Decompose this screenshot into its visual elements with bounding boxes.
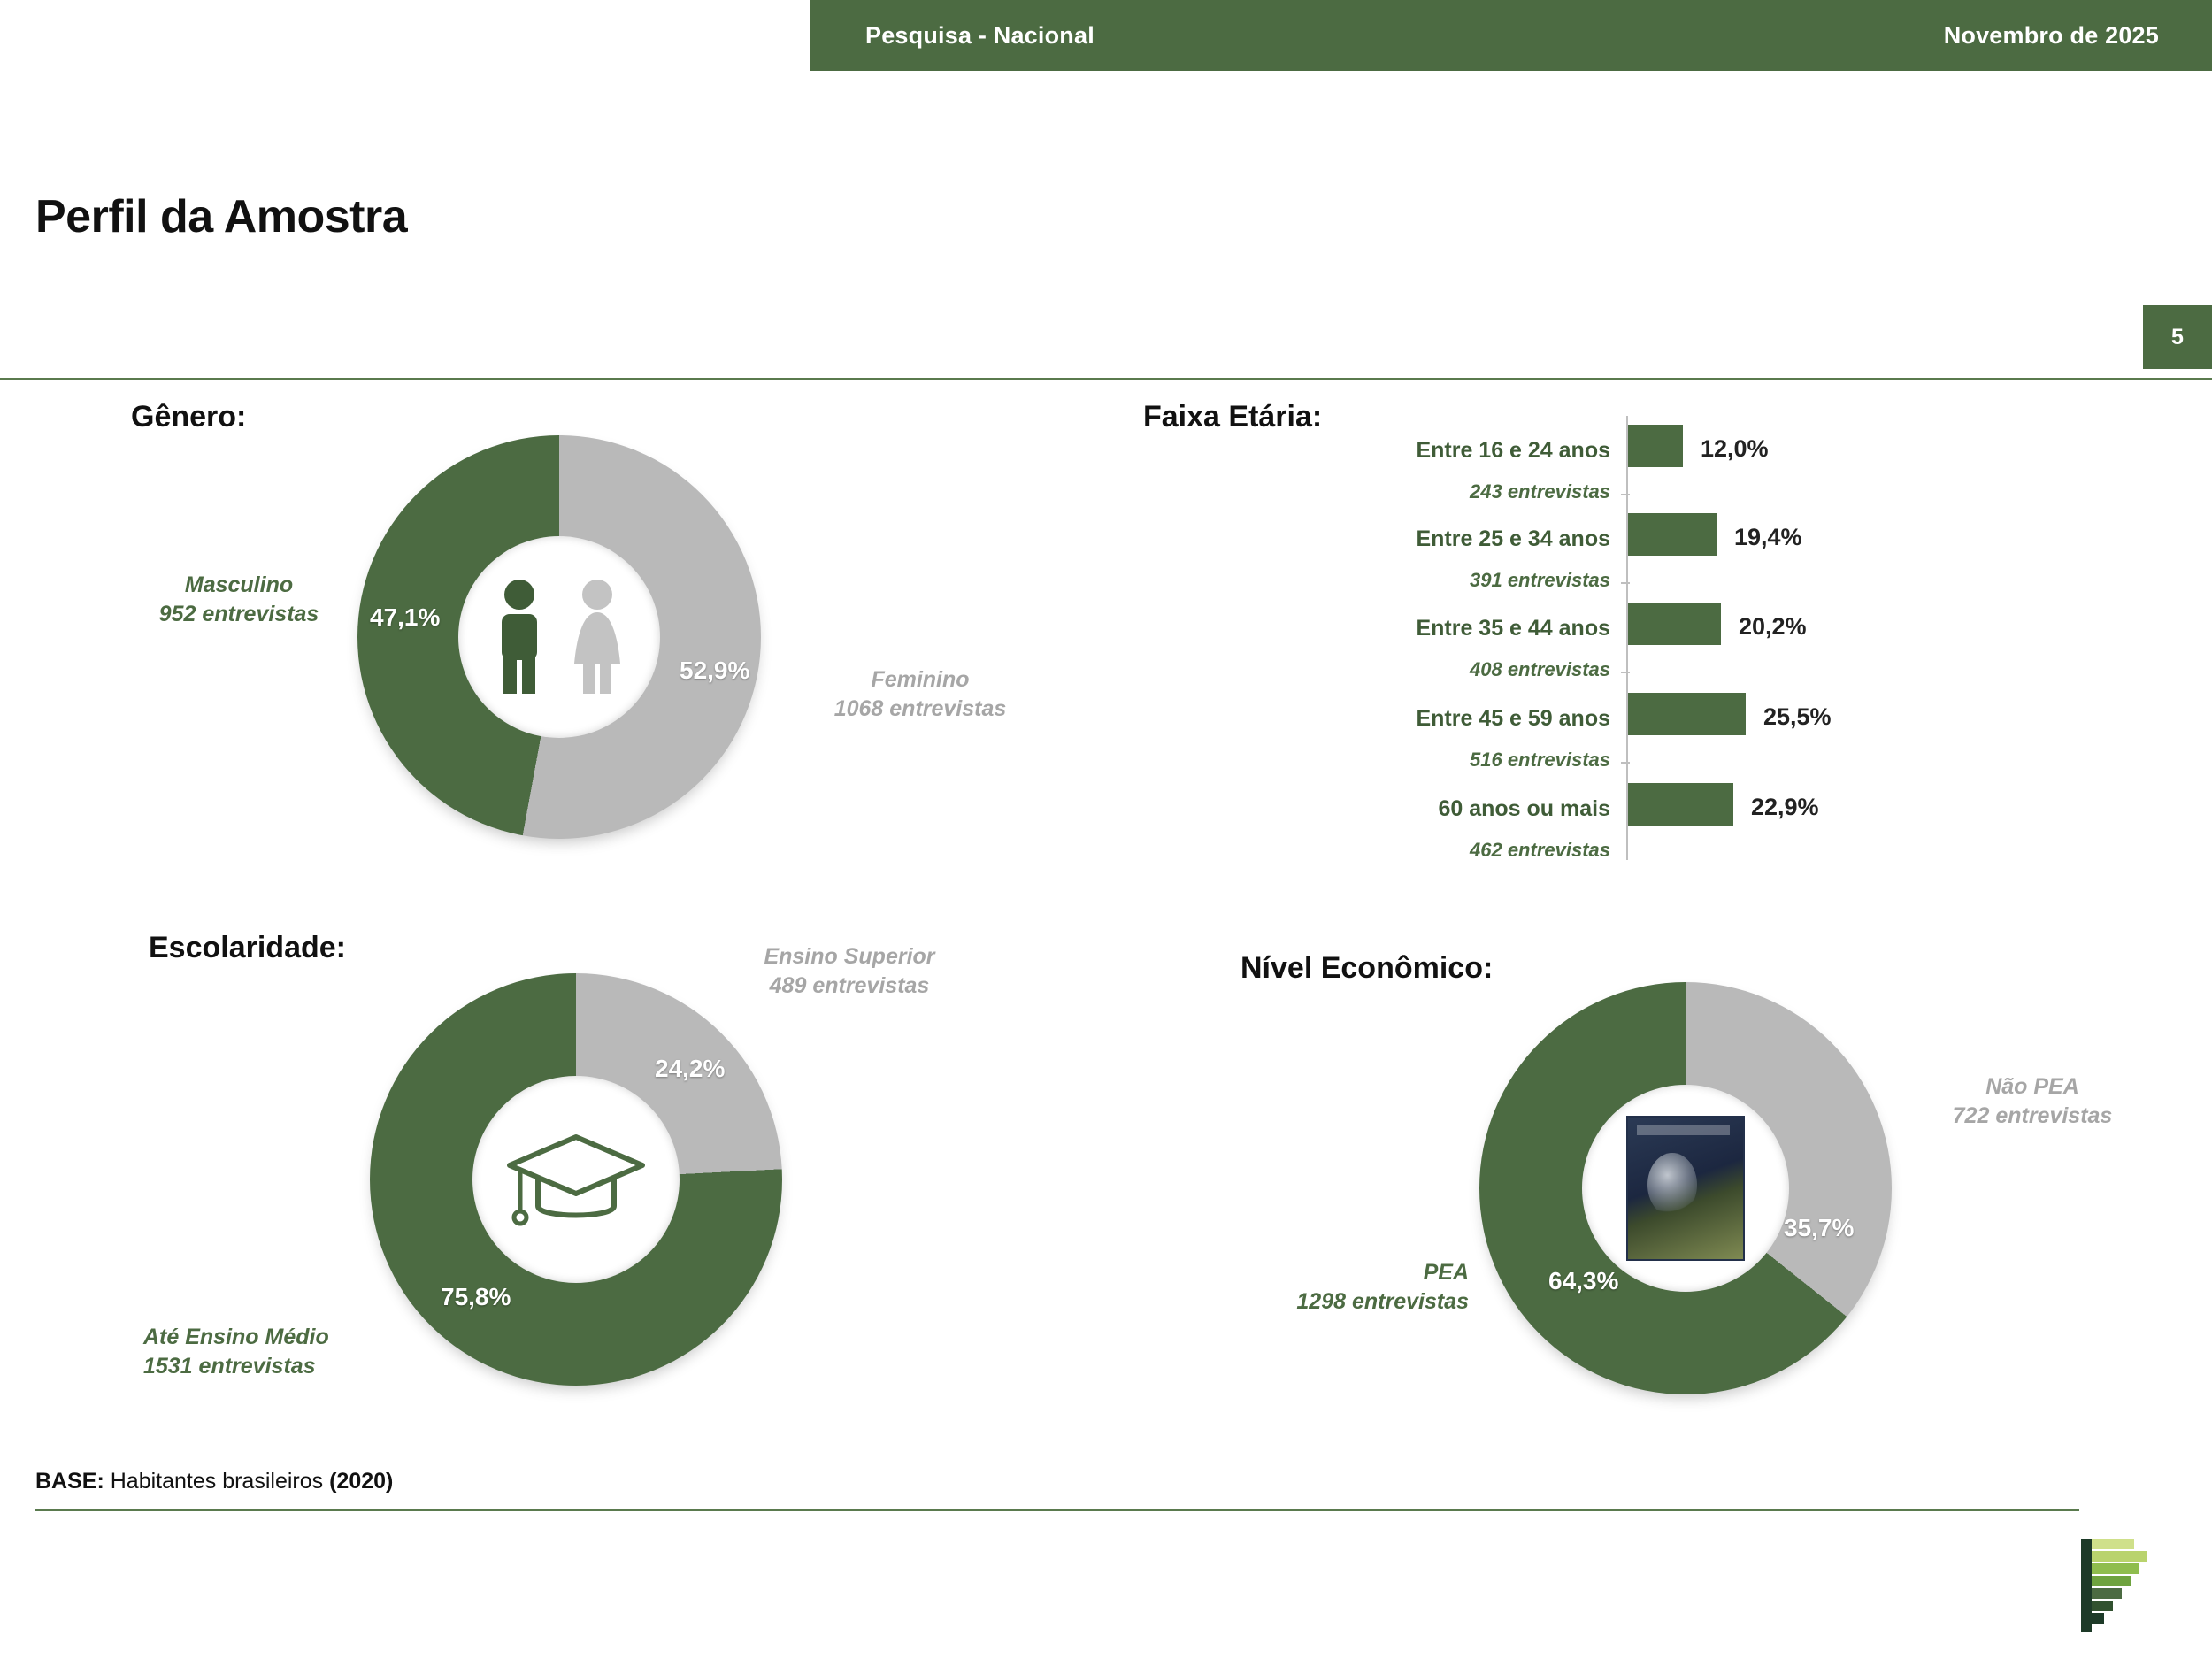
male-figure-icon <box>489 579 553 695</box>
section-title-education: Escolaridade: <box>149 931 346 964</box>
age-row-category: Entre 45 e 59 anos <box>1416 706 1610 731</box>
gender-female-label: Feminino <box>871 667 970 692</box>
age-row-category: Entre 35 e 44 anos <box>1416 616 1610 641</box>
company-logo <box>2078 1537 2159 1634</box>
economic-donut-ring <box>1479 982 1892 1394</box>
age-axis-tick <box>1621 494 1630 495</box>
age-axis-tick <box>1621 582 1630 584</box>
age-row-count: 516 entrevistas <box>1470 749 1610 771</box>
gender-female-pct: 52,9% <box>680 657 750 684</box>
economic-donut-center <box>1582 1085 1789 1292</box>
page-title: Perfil da Amostra <box>35 191 408 242</box>
age-axis-tick <box>1621 762 1630 764</box>
economic-donut-chart <box>1479 982 1892 1394</box>
section-title-economic: Nível Econômico: <box>1240 951 1494 985</box>
work-card-image <box>1626 1116 1745 1261</box>
age-row-value: 12,0% <box>1701 435 1769 462</box>
economic-naopea-count: 722 entrevistas <box>1952 1103 2113 1128</box>
age-row-bar <box>1628 425 1683 467</box>
age-row-count: 408 entrevistas <box>1470 658 1610 680</box>
education-superior-label: Ensino Superior <box>764 944 935 969</box>
age-row-value: 19,4% <box>1734 524 1802 550</box>
education-donut-ring <box>370 973 782 1386</box>
age-row-category: 60 anos ou mais <box>1438 796 1610 821</box>
age-row-bar <box>1628 783 1733 826</box>
age-row-count: 391 entrevistas <box>1470 569 1610 591</box>
gender-icons <box>489 579 629 695</box>
economic-pea-count: 1298 entrevistas <box>1296 1289 1469 1314</box>
age-row-category: Entre 16 e 24 anos <box>1416 438 1610 463</box>
gender-donut-chart <box>357 435 761 839</box>
education-superior-pct: 24,2% <box>655 1055 726 1082</box>
age-row-value: 25,5% <box>1763 703 1832 730</box>
header-date: Novembro de 2025 <box>1943 21 2159 49</box>
age-row-value: 22,9% <box>1751 794 1819 820</box>
age-row-count: 462 entrevistas <box>1470 839 1610 861</box>
gender-male-label: Masculino <box>184 572 294 597</box>
education-superior-count: 489 entrevistas <box>769 973 930 998</box>
age-row-count: 243 entrevistas <box>1470 480 1610 503</box>
graduation-cap-icon <box>501 1126 651 1233</box>
economic-pea-pct: 64,3% <box>1548 1267 1619 1294</box>
section-title-age: Faixa Etária: <box>1143 400 1323 434</box>
age-axis-tick <box>1621 672 1630 673</box>
education-donut-center <box>472 1076 680 1283</box>
divider-top <box>0 378 2212 380</box>
header-bar <box>810 0 2212 71</box>
base-note-year: (2020) <box>329 1469 394 1494</box>
page-number-badge: 5 <box>2143 305 2212 369</box>
education-medio-count: 1531 entrevistas <box>143 1354 316 1379</box>
divider-bottom <box>35 1509 2079 1511</box>
economic-naopea-pct: 35,7% <box>1784 1214 1855 1241</box>
gender-male-pct: 47,1% <box>370 603 441 631</box>
economic-naopea-legend <box>1886 1072 2178 1131</box>
education-donut-chart <box>370 973 782 1386</box>
age-row-bar <box>1628 513 1717 556</box>
base-note-prefix: BASE: <box>35 1469 104 1494</box>
gender-female-count: 1068 entrevistas <box>833 696 1007 721</box>
gender-male-count: 952 entrevistas <box>158 602 319 626</box>
section-title-gender: Gênero: <box>131 400 247 434</box>
economic-naopea-label: Não PEA <box>1985 1074 2079 1099</box>
gender-male-legend <box>106 571 372 629</box>
header-survey-title: Pesquisa - Nacional <box>865 21 1094 49</box>
gender-female-legend <box>761 665 1079 724</box>
age-row-value: 20,2% <box>1739 613 1807 640</box>
economic-pea-label: PEA <box>1423 1260 1469 1285</box>
female-figure-icon <box>565 579 629 695</box>
economic-pea-legend <box>1203 1258 1469 1317</box>
gender-donut-center <box>458 536 660 738</box>
education-medio-pct: 75,8% <box>441 1283 511 1310</box>
education-medio-label: Até Ensino Médio <box>143 1325 329 1349</box>
base-note <box>35 1469 393 1494</box>
base-note-text: Habitantes brasileiros <box>104 1469 330 1494</box>
gender-donut-ring <box>357 435 761 839</box>
education-superior-legend <box>699 942 1000 1001</box>
age-row-category: Entre 25 e 34 anos <box>1416 526 1610 551</box>
education-medio-legend <box>143 1323 329 1381</box>
age-row-bar <box>1628 603 1721 645</box>
age-row-bar <box>1628 693 1746 735</box>
